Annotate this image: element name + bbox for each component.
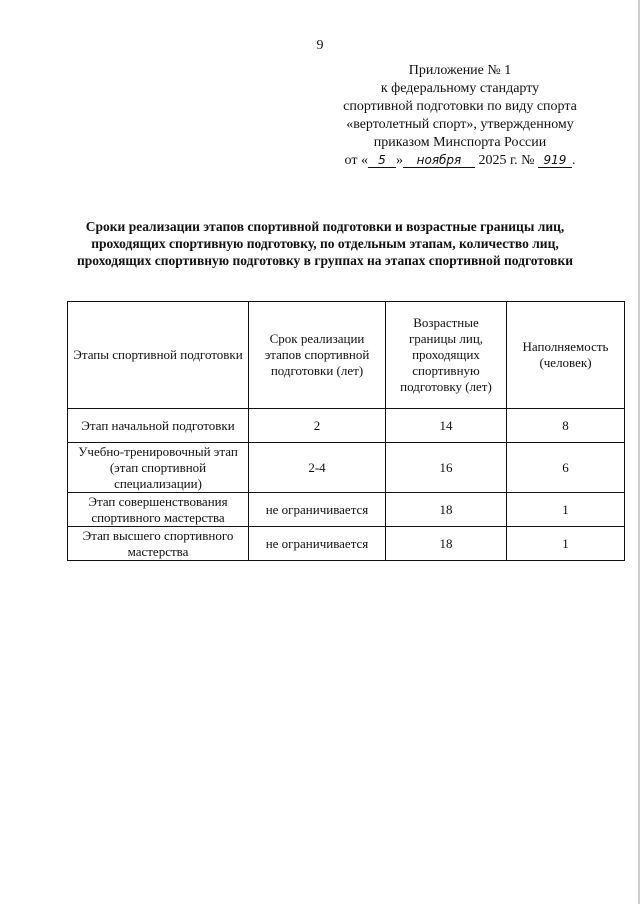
duration-cell: не ограничивается <box>249 527 386 561</box>
appendix-line: спортивной подготовки по виду спорта <box>343 99 577 114</box>
age-cell: 16 <box>386 443 507 493</box>
date-mid: » <box>395 153 403 168</box>
page-number: 9 <box>316 38 324 53</box>
document-title: Сроки реализации этапов спортивной подготовки и возрастные границы лиц, проходящих спортивную подготовку, по отдельным этапам, количество лиц, проходящих спортивную подготовку в группах на этапах спортивной подготовки <box>76 219 574 268</box>
group-size-cell: 1 <box>507 493 625 527</box>
column-header: Возрастные границы лиц, проходящих спортивную подготовку (лет) <box>386 302 507 409</box>
duration-cell: 2-4 <box>249 443 386 493</box>
duration-cell: не ограничивается <box>249 493 386 527</box>
group-size-cell: 8 <box>507 409 625 443</box>
appendix-title: Приложение № 1 <box>408 63 512 78</box>
stage-name-cell: Этап высшего спортивного мастерства <box>68 527 249 561</box>
appendix-block <box>300 62 620 170</box>
date-suffix: . <box>571 153 576 168</box>
table-row <box>68 409 625 443</box>
date-year: 2025 г. № <box>478 153 535 168</box>
appendix-line: приказом Минспорта России <box>373 135 547 150</box>
age-cell: 18 <box>386 527 507 561</box>
stage-name-cell: Этап начальной подготовки <box>68 409 249 443</box>
duration-cell: 2 <box>249 409 386 443</box>
table-header-row <box>68 302 625 409</box>
table-row <box>68 443 625 493</box>
handwritten-day: 5 <box>368 153 396 168</box>
age-cell: 18 <box>386 493 507 527</box>
appendix-line: к федеральному стандарту <box>380 81 540 96</box>
appendix-line: «вертолетный спорт», утвержденному <box>346 117 574 132</box>
group-size-cell: 1 <box>507 527 625 561</box>
table-row <box>68 527 625 561</box>
column-header: Наполняемость (человек) <box>507 302 625 409</box>
handwritten-month: ноября <box>403 153 475 168</box>
stage-name-cell: Этап совершенствования спортивного мастерства <box>68 493 249 527</box>
table-row <box>68 493 625 527</box>
group-size-cell: 6 <box>507 443 625 493</box>
age-cell: 14 <box>386 409 507 443</box>
date-prefix: от « <box>344 153 368 168</box>
stage-name-cell: Учебно-тренировочный этап (этап спортивной специализации) <box>68 443 249 493</box>
column-header: Этапы спортивной подготовки <box>68 302 249 409</box>
order-date-line <box>300 152 620 170</box>
column-header: Срок реализации этапов спортивной подготовки (лет) <box>249 302 386 409</box>
handwritten-order-number: 919 <box>538 153 572 168</box>
stages-table <box>67 301 625 561</box>
